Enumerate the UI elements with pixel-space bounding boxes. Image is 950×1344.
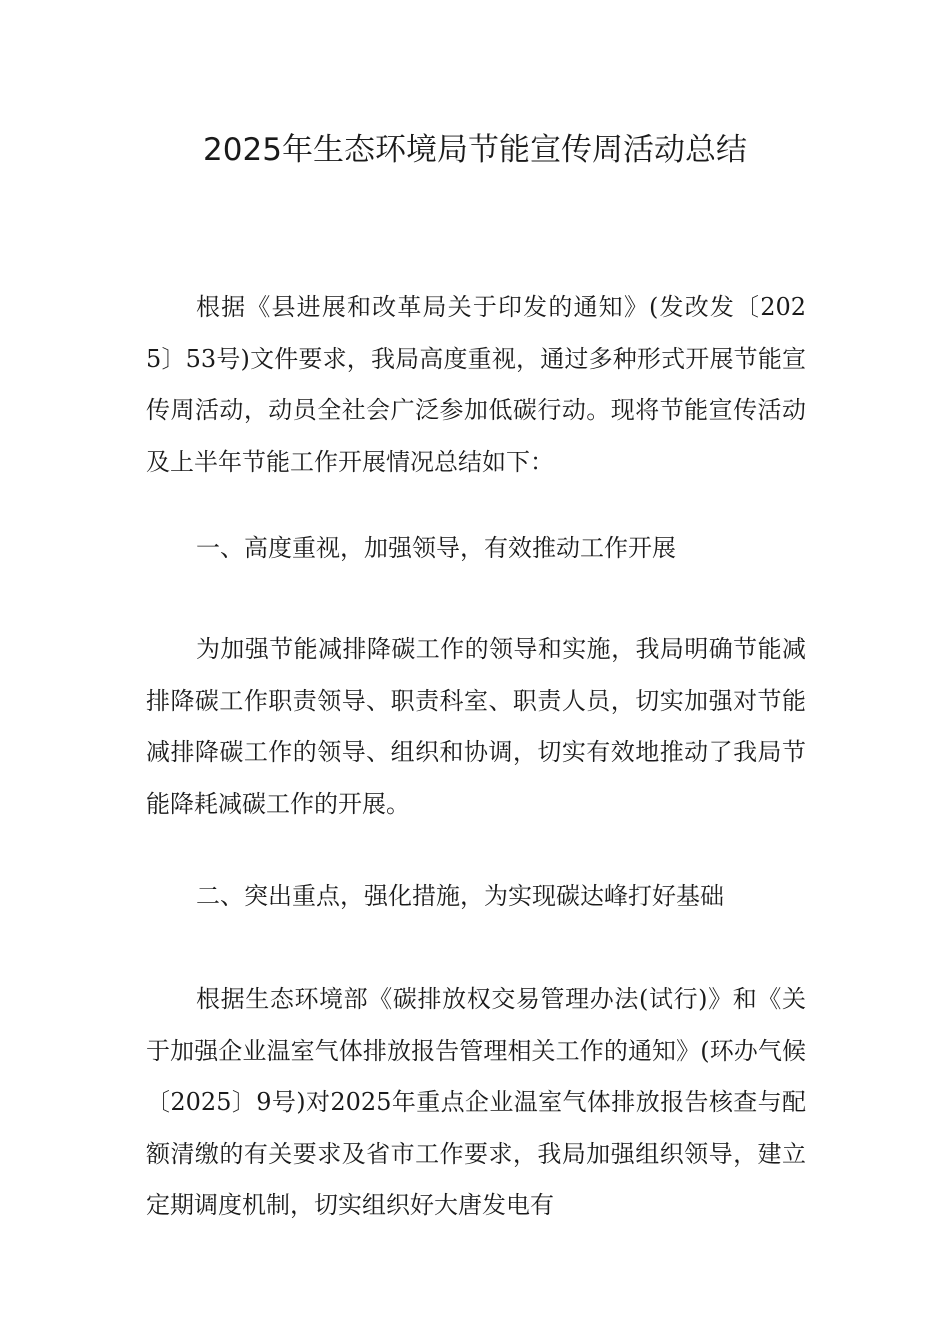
paragraph-section-1: 为加强节能减排降碳工作的领导和实施，我局明确节能减排降碳工作职责领导、职责科室、职责人员，切实加强对节能减排降碳工作的领导、组织和协调，切实有效地推动了我局节能降耗减碳工作的开展。 xyxy=(146,635,806,818)
section-heading-1: 一、高度重视，加强领导，有效推动工作开展 xyxy=(196,534,676,562)
paragraph-intro: 根据《县进展和改革局关于印发的通知》(发改发〔2025〕53号)文件要求，我局高度重视，通过多种形式开展节能宣传周活动，动员全社会广泛参加低碳行动。现将节能宣传活动及上半年节能工作开展情况总结如下： xyxy=(146,293,806,476)
paragraph-section-2: 根据生态环境部《碳排放权交易管理办法(试行)》和《关于加强企业温室气体排放报告管理相关工作的通知》(环办气候〔2025〕9号)对2025年重点企业温室气体排放报告核查与配额清缴的有关要求及省市工作要求，我局加强组织领导，建立定期调度机制，切实组织好大唐发电有 xyxy=(146,985,806,1219)
section-heading-2: 二、突出重点，强化措施，为实现碳达峰打好基础 xyxy=(196,882,724,910)
document-title: 2025年生态环境局节能宣传周活动总结 xyxy=(203,132,747,168)
